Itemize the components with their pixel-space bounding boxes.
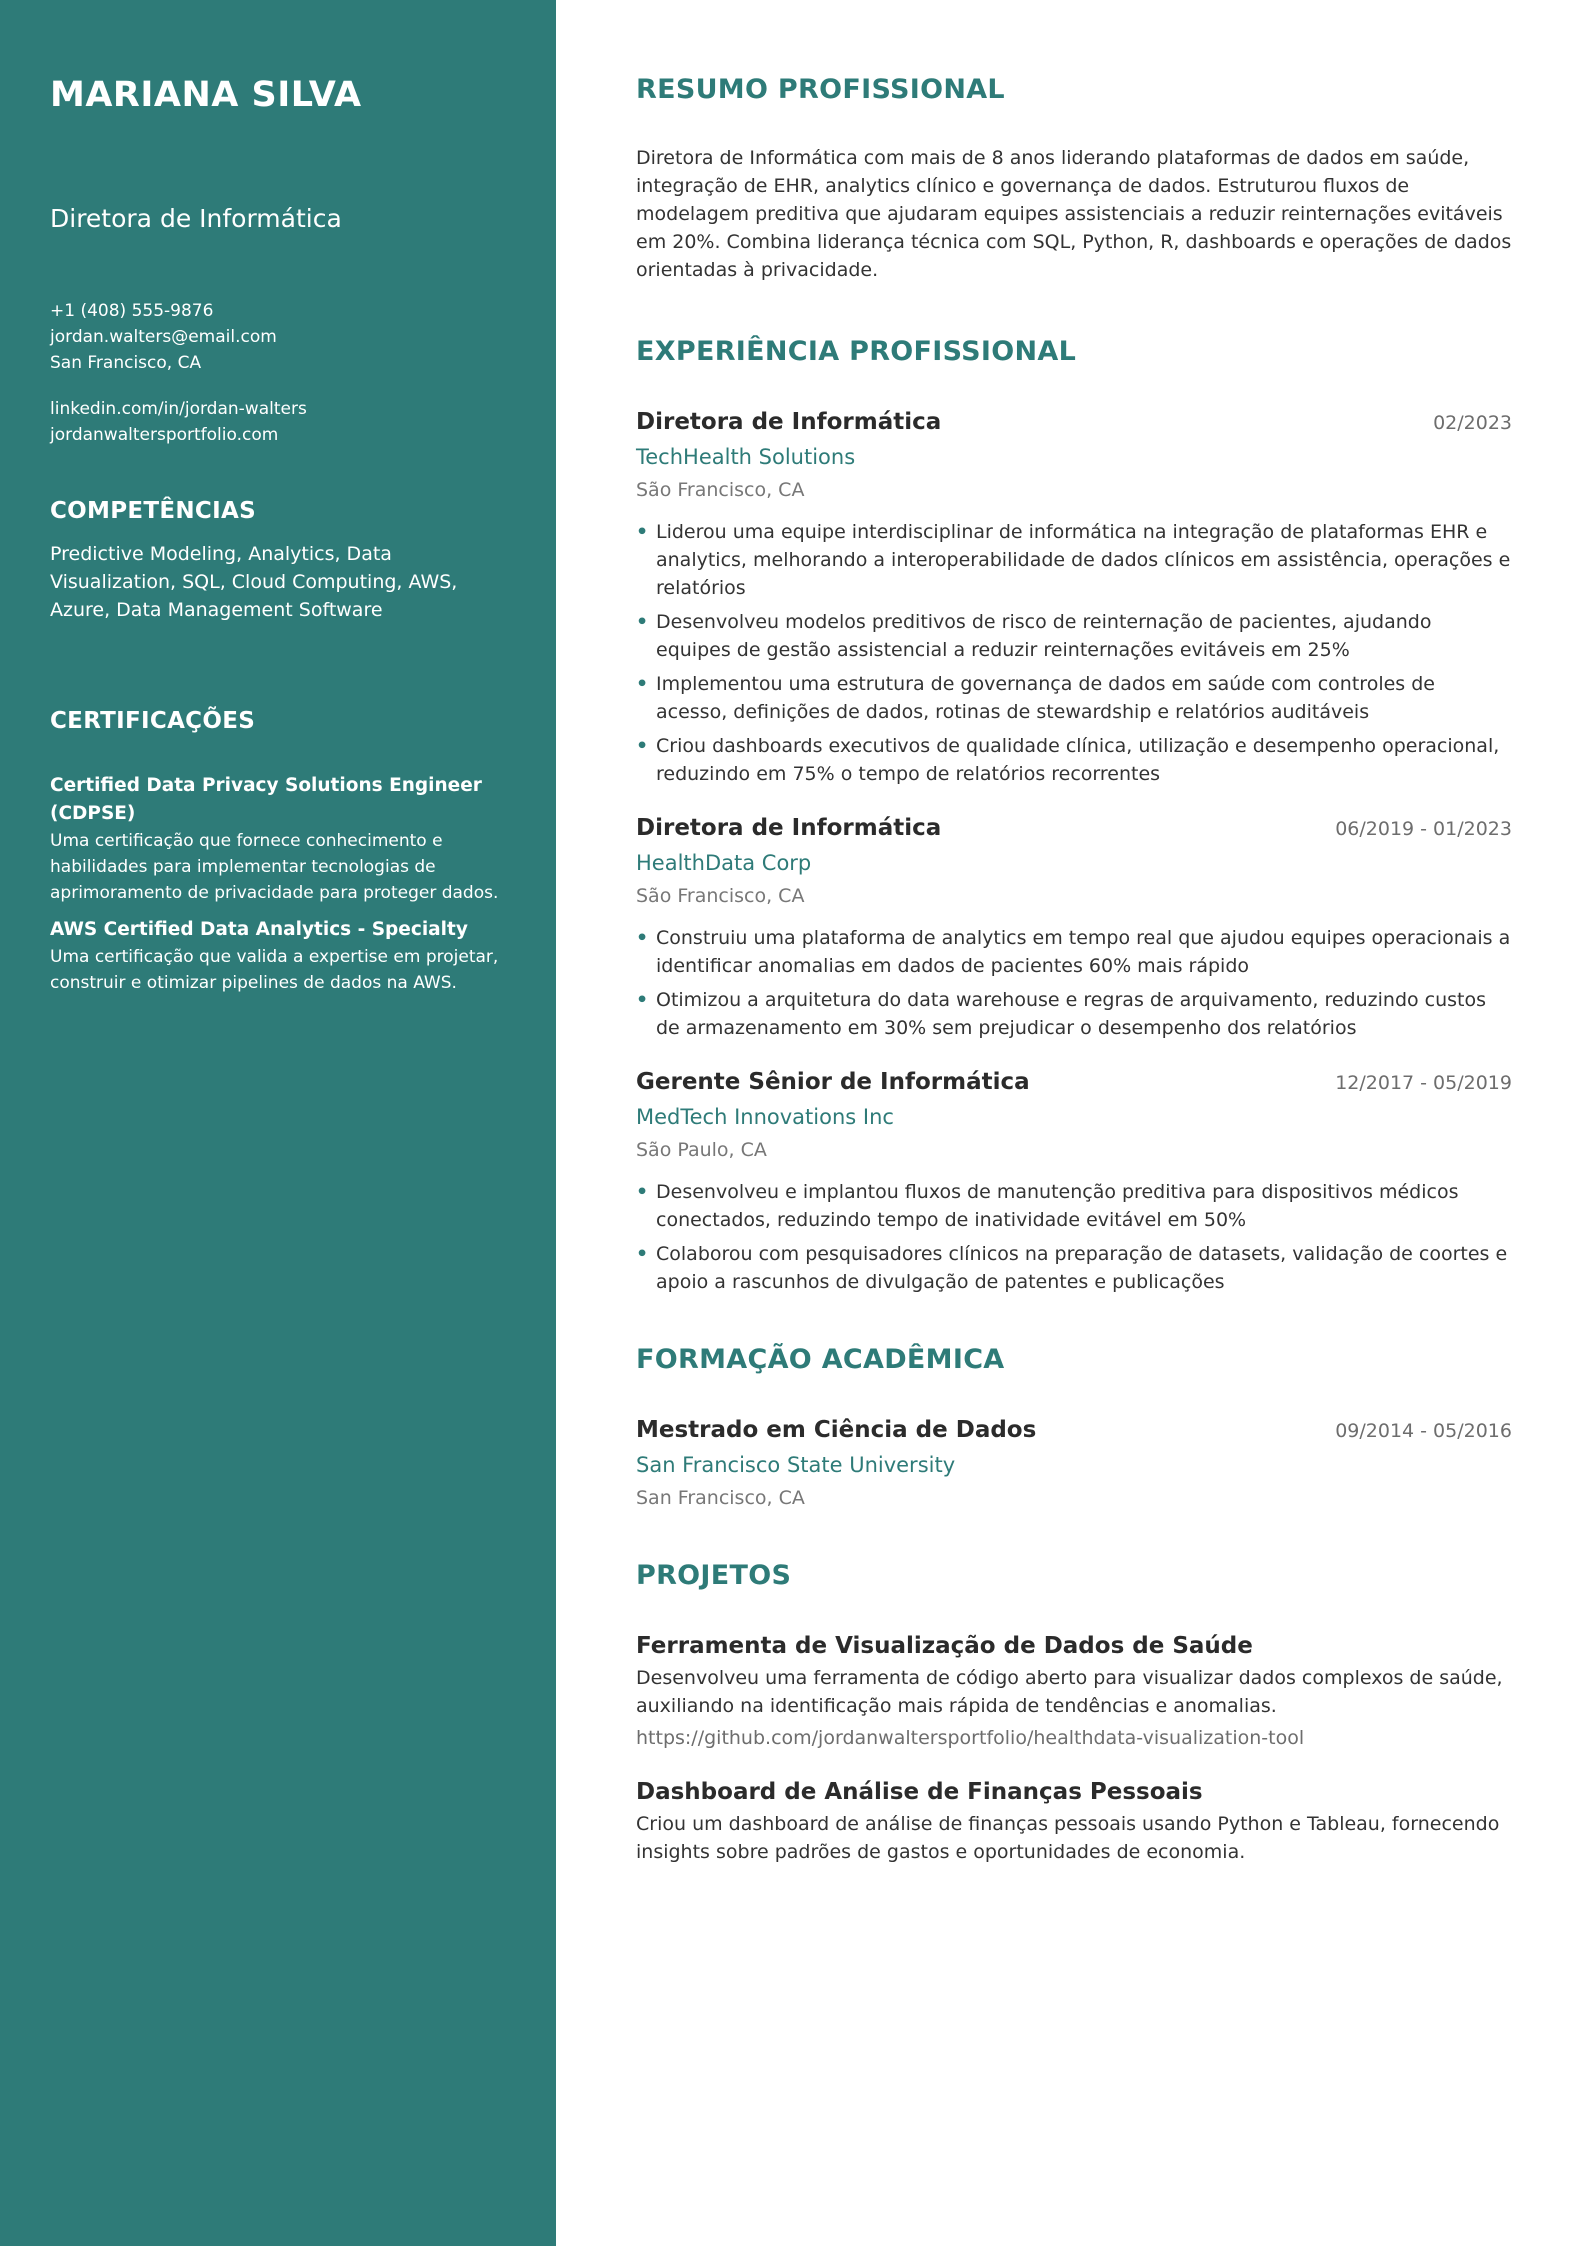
job-role: Diretora de Informática — [636, 815, 942, 841]
education-entry — [636, 1414, 1512, 1512]
education-location: San Francisco, CA — [636, 1487, 805, 1509]
job-date: 12/2017 - 05/2019 — [1335, 1072, 1512, 1094]
candidate-name: MARIANA SILVA — [50, 75, 362, 115]
project-name: Dashboard de Análise de Finanças Pessoais — [636, 1779, 1203, 1805]
job-bullets — [636, 924, 1512, 1042]
education-heading: FORMAÇÃO ACADÊMICA — [636, 1344, 1005, 1375]
linkedin-link[interactable]: linkedin.com/in/jordan-walters — [50, 399, 307, 419]
job-bullet: • Desenvolveu e implantou fluxos de manutenção preditiva para dispositivos médicos conectados, reduzindo tempo de inatividade evitável em 50% — [636, 1178, 1512, 1234]
certification-description: Uma certificação que fornece conhecimento e habilidades para implementar tecnologias de aprimoramento de privacidade para proteger dados. — [50, 831, 499, 903]
job-company: MedTech Innovations Inc — [636, 1105, 894, 1129]
job-location: São Paulo, CA — [636, 1139, 767, 1161]
contact-links — [50, 396, 506, 448]
projects-heading: PROJETOS — [636, 1560, 792, 1591]
project-entry — [636, 1776, 1512, 1866]
education-date: 09/2014 - 05/2016 — [1335, 1420, 1512, 1442]
job-location: São Francisco, CA — [636, 479, 805, 501]
job-bullet: • Implementou uma estrutura de governança de dados em saúde com controles de acesso, definições de dados, rotinas de stewardship e relatórios auditáveis — [636, 670, 1512, 726]
projects-list — [636, 1630, 1512, 1866]
job-company: TechHealth Solutions — [636, 445, 856, 469]
job-bullets — [636, 518, 1512, 788]
job-bullet: • Construiu uma plataforma de analytics em tempo real que ajudou equipes operacionais a identificar anomalias em dados de pacientes 60% mais rápido — [636, 924, 1512, 980]
job-bullet: • Criou dashboards executivos de qualidade clínica, utilização e desempenho operacional, reduzindo em 75% o tempo de relatórios recorrentes — [636, 732, 1512, 788]
sidebar — [0, 0, 556, 2246]
experience-list — [636, 406, 1512, 1296]
main-content — [636, 0, 1512, 1890]
certifications-list — [50, 772, 506, 996]
project-name: Ferramenta de Visualização de Dados de Saúde — [636, 1633, 1253, 1659]
portfolio-link[interactable]: jordanwaltersportfolio.com — [50, 425, 279, 445]
job-location: São Francisco, CA — [636, 885, 805, 907]
job-bullet: • Otimizou a arquitetura do data warehouse e regras de arquivamento, reduzindo custos de armazenamento em 30% sem prejudicar o desempenho dos relatórios — [636, 986, 1512, 1042]
job-date: 02/2023 — [1433, 412, 1512, 434]
project-description: Desenvolveu uma ferramenta de código aberto para visualizar dados complexos de saúde, auxiliando na identificação mais rápida de tendências e anomalias. — [636, 1667, 1503, 1717]
certification-item — [50, 772, 506, 906]
job-role: Diretora de Informática — [636, 409, 942, 435]
contact-email[interactable]: jordan.walters@email.com — [50, 327, 277, 347]
certification-name: AWS Certified Data Analytics - Specialty — [50, 919, 468, 940]
job-bullet: • Colaborou com pesquisadores clínicos na preparação de datasets, validação de coortes e apoio a rascunhos de divulgação de patentes e publicações — [636, 1240, 1512, 1296]
certification-name: Certified Data Privacy Solutions Engineer (CDPSE) — [50, 775, 482, 824]
skills-heading: COMPETÊNCIAS — [50, 498, 256, 524]
job-bullets — [636, 1178, 1512, 1296]
job-entry — [636, 1066, 1512, 1296]
summary-heading: RESUMO PROFISSIONAL — [636, 74, 1005, 105]
job-company: HealthData Corp — [636, 851, 812, 875]
certification-description: Uma certificação que valida a expertise em projetar, construir e otimizar pipelines de dados na AWS. — [50, 947, 499, 993]
contact-phone: +1 (408) 555-9876 — [50, 301, 214, 321]
job-bullet: • Desenvolveu modelos preditivos de risco de reinternação de pacientes, ajudando equipes de gestão assistencial a reduzir reinternações evitáveis em 25% — [636, 608, 1512, 664]
job-entry — [636, 812, 1512, 1042]
job-entry — [636, 406, 1512, 788]
skills-list: Predictive Modeling, Analytics, Data Visualization, SQL, Cloud Computing, AWS, Azure, Data Management Software — [50, 543, 458, 621]
job-bullet: • Liderou uma equipe interdisciplinar de informática na integração de plataformas EHR e analytics, melhorando a interoperabilidade de dados clínicos em assistência, operações e relatórios — [636, 518, 1512, 602]
education-degree: Mestrado em Ciência de Dados — [636, 1417, 1037, 1443]
candidate-title: Diretora de Informática — [50, 204, 342, 233]
certifications-heading: CERTIFICAÇÕES — [50, 708, 256, 734]
project-description: Criou um dashboard de análise de finanças pessoais usando Python e Tableau, fornecendo insights sobre padrões de gastos e oportunidades de economia. — [636, 1813, 1500, 1863]
contact-info — [50, 298, 506, 376]
summary-text: Diretora de Informática com mais de 8 anos liderando plataformas de dados em saúde, integração de EHR, analytics clínico e governança de dados. Estruturou fluxos de modelagem preditiva que ajudaram equipes assistenciais a reduzir reinternações evitáveis em 20%. Combina liderança técnica com SQL, Python, R, dashboards e operações de dados orientadas à privacidade. — [636, 147, 1512, 281]
experience-heading: EXPERIÊNCIA PROFISSIONAL — [636, 336, 1077, 367]
project-link[interactable]: https://github.com/jordanwaltersportfolio/healthdata-visualization-tool — [636, 1727, 1305, 1749]
education-school: San Francisco State University — [636, 1453, 956, 1477]
contact-location: San Francisco, CA — [50, 353, 202, 373]
job-role: Gerente Sênior de Informática — [636, 1069, 1030, 1095]
certification-item — [50, 916, 506, 996]
project-entry — [636, 1630, 1512, 1752]
job-date: 06/2019 - 01/2023 — [1335, 818, 1512, 840]
